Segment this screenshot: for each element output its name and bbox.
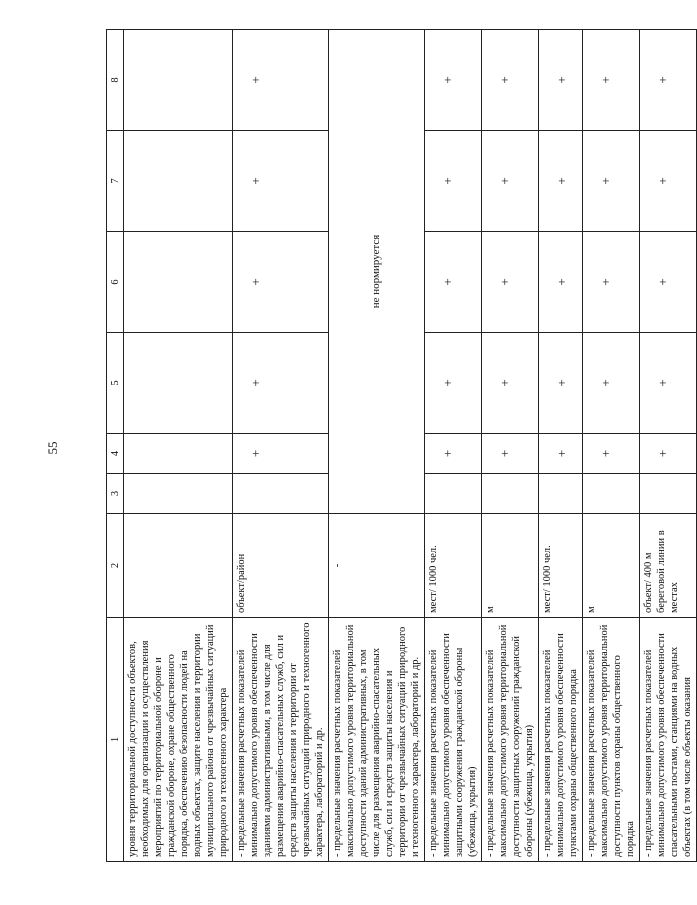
indicator-description: - предельные значения расчетных показателей максимально допустимого уровня территориальной доступности пунктов охраны общественного порядка (583, 618, 640, 862)
mark-cell: + (583, 131, 640, 232)
mark-cell: + (425, 30, 482, 131)
mark-cell: + (425, 434, 482, 474)
norms-table-wrapper (106, 30, 693, 862)
table-row (124, 30, 233, 862)
table-row (329, 30, 425, 862)
mark-cell: + (233, 434, 329, 474)
header-cell: 1 (107, 618, 124, 862)
indicator-description: - предельные значения расчетных показателей минимально допустимого уровня обеспеченности пунктами охраны общественного порядка (539, 618, 583, 862)
mark-cell: + (640, 232, 697, 333)
mark-cell: + (425, 333, 482, 434)
mark-cell: + (539, 131, 583, 232)
header-cell: 7 (107, 131, 124, 232)
table-row (539, 30, 583, 862)
empty-cell (583, 474, 640, 514)
header-row (107, 30, 124, 862)
empty-cell (233, 474, 329, 514)
header-cell: 3 (107, 474, 124, 514)
indicator-description: - предельные значения расчетных показателей максимально допустимого уровня территориальной доступности защитных сооружений гражданской обороны (убежища, укрытия) (482, 618, 539, 862)
mark-cell: + (482, 333, 539, 434)
unit-cell: объект/район (233, 514, 329, 618)
mark-cell: + (640, 30, 697, 131)
header-cell: 6 (107, 232, 124, 333)
mark-cell: + (233, 30, 329, 131)
empty-cell (482, 474, 539, 514)
mark-cell (124, 30, 233, 131)
norms-table (106, 29, 697, 862)
table-row (640, 30, 697, 862)
mark-cell: + (583, 30, 640, 131)
unit-cell: мест/ 1000 чел. (539, 514, 583, 618)
header-cell: 4 (107, 434, 124, 474)
mark-cell: + (233, 131, 329, 232)
indicator-description: - предельные значения расчетных показателей минимально допустимого уровня обеспеченности зданиями административными, в том числе для размещения аварийно-спасательных служб, сил и средств защиты населения и территории от чрезвычайных ситуаций природного и техногенного характера, лабораторий и др. (233, 618, 329, 862)
mark-cell: + (425, 232, 482, 333)
mark-cell (124, 333, 233, 434)
empty-cell (124, 474, 233, 514)
unit-cell (124, 514, 233, 618)
mark-cell (124, 131, 233, 232)
unit-cell: - (329, 514, 425, 618)
mark-cell: + (425, 131, 482, 232)
unit-cell: м (583, 514, 640, 618)
mark-cell: + (482, 131, 539, 232)
header-cell: 2 (107, 514, 124, 618)
header-cell: 5 (107, 333, 124, 434)
indicator-description: - предельные значения расчетных показателей минимально допустимого уровня обеспеченности спасательными постами, станциями на водных объектах (в том числе объекты оказания (640, 618, 697, 862)
indicator-description: - предельные значения расчетных показателей минимально допустимого уровня обеспеченности защитными сооружения гражданской обороны (убежища, укрытия) (425, 618, 482, 862)
mark-cell: + (482, 30, 539, 131)
not-normalized-note: не нормируется (329, 30, 425, 514)
page-number: 55 (45, 441, 60, 455)
mark-cell: + (640, 131, 697, 232)
mark-cell: + (482, 434, 539, 474)
unit-cell: мест/ 1000 чел. (425, 514, 482, 618)
indicator-description: уровня территориальной доступности объектов, необходимых для организации и осуществления мероприятий по территориальной обороне и гражданской обороне, охране общественного порядка, обеспечению безопасности людей на водных объектах, защите населения и территории муниципального района от чрезвычайных ситуаций природного и техногенного характера (124, 618, 233, 862)
empty-cell (539, 474, 583, 514)
mark-cell: + (640, 333, 697, 434)
table-row (425, 30, 482, 862)
mark-cell (124, 232, 233, 333)
mark-cell: + (233, 232, 329, 333)
mark-cell: + (539, 434, 583, 474)
unit-cell: м (482, 514, 539, 618)
unit-cell: объект/ 400 м береговой линии в местах (640, 514, 697, 618)
empty-cell (425, 474, 482, 514)
mark-cell: + (583, 333, 640, 434)
mark-cell: + (583, 434, 640, 474)
mark-cell: + (539, 333, 583, 434)
mark-cell: + (640, 434, 697, 474)
table-row (583, 30, 640, 862)
indicator-description: - предельные значения расчетных показателей максимально допустимого уровня территориальной доступности зданий административных, в том числе для размещения аварийно-спасательных служб, сил и средств защиты населения и территории от чрезвычайных ситуаций природного и техногенного характера, лабораторий и др. (329, 618, 425, 862)
table-row (482, 30, 539, 862)
mark-cell: + (583, 232, 640, 333)
mark-cell: + (539, 30, 583, 131)
mark-cell (124, 434, 233, 474)
mark-cell: + (539, 232, 583, 333)
header-cell: 8 (107, 30, 124, 131)
mark-cell: + (233, 333, 329, 434)
table-row (233, 30, 329, 862)
empty-cell (640, 474, 697, 514)
mark-cell: + (482, 232, 539, 333)
